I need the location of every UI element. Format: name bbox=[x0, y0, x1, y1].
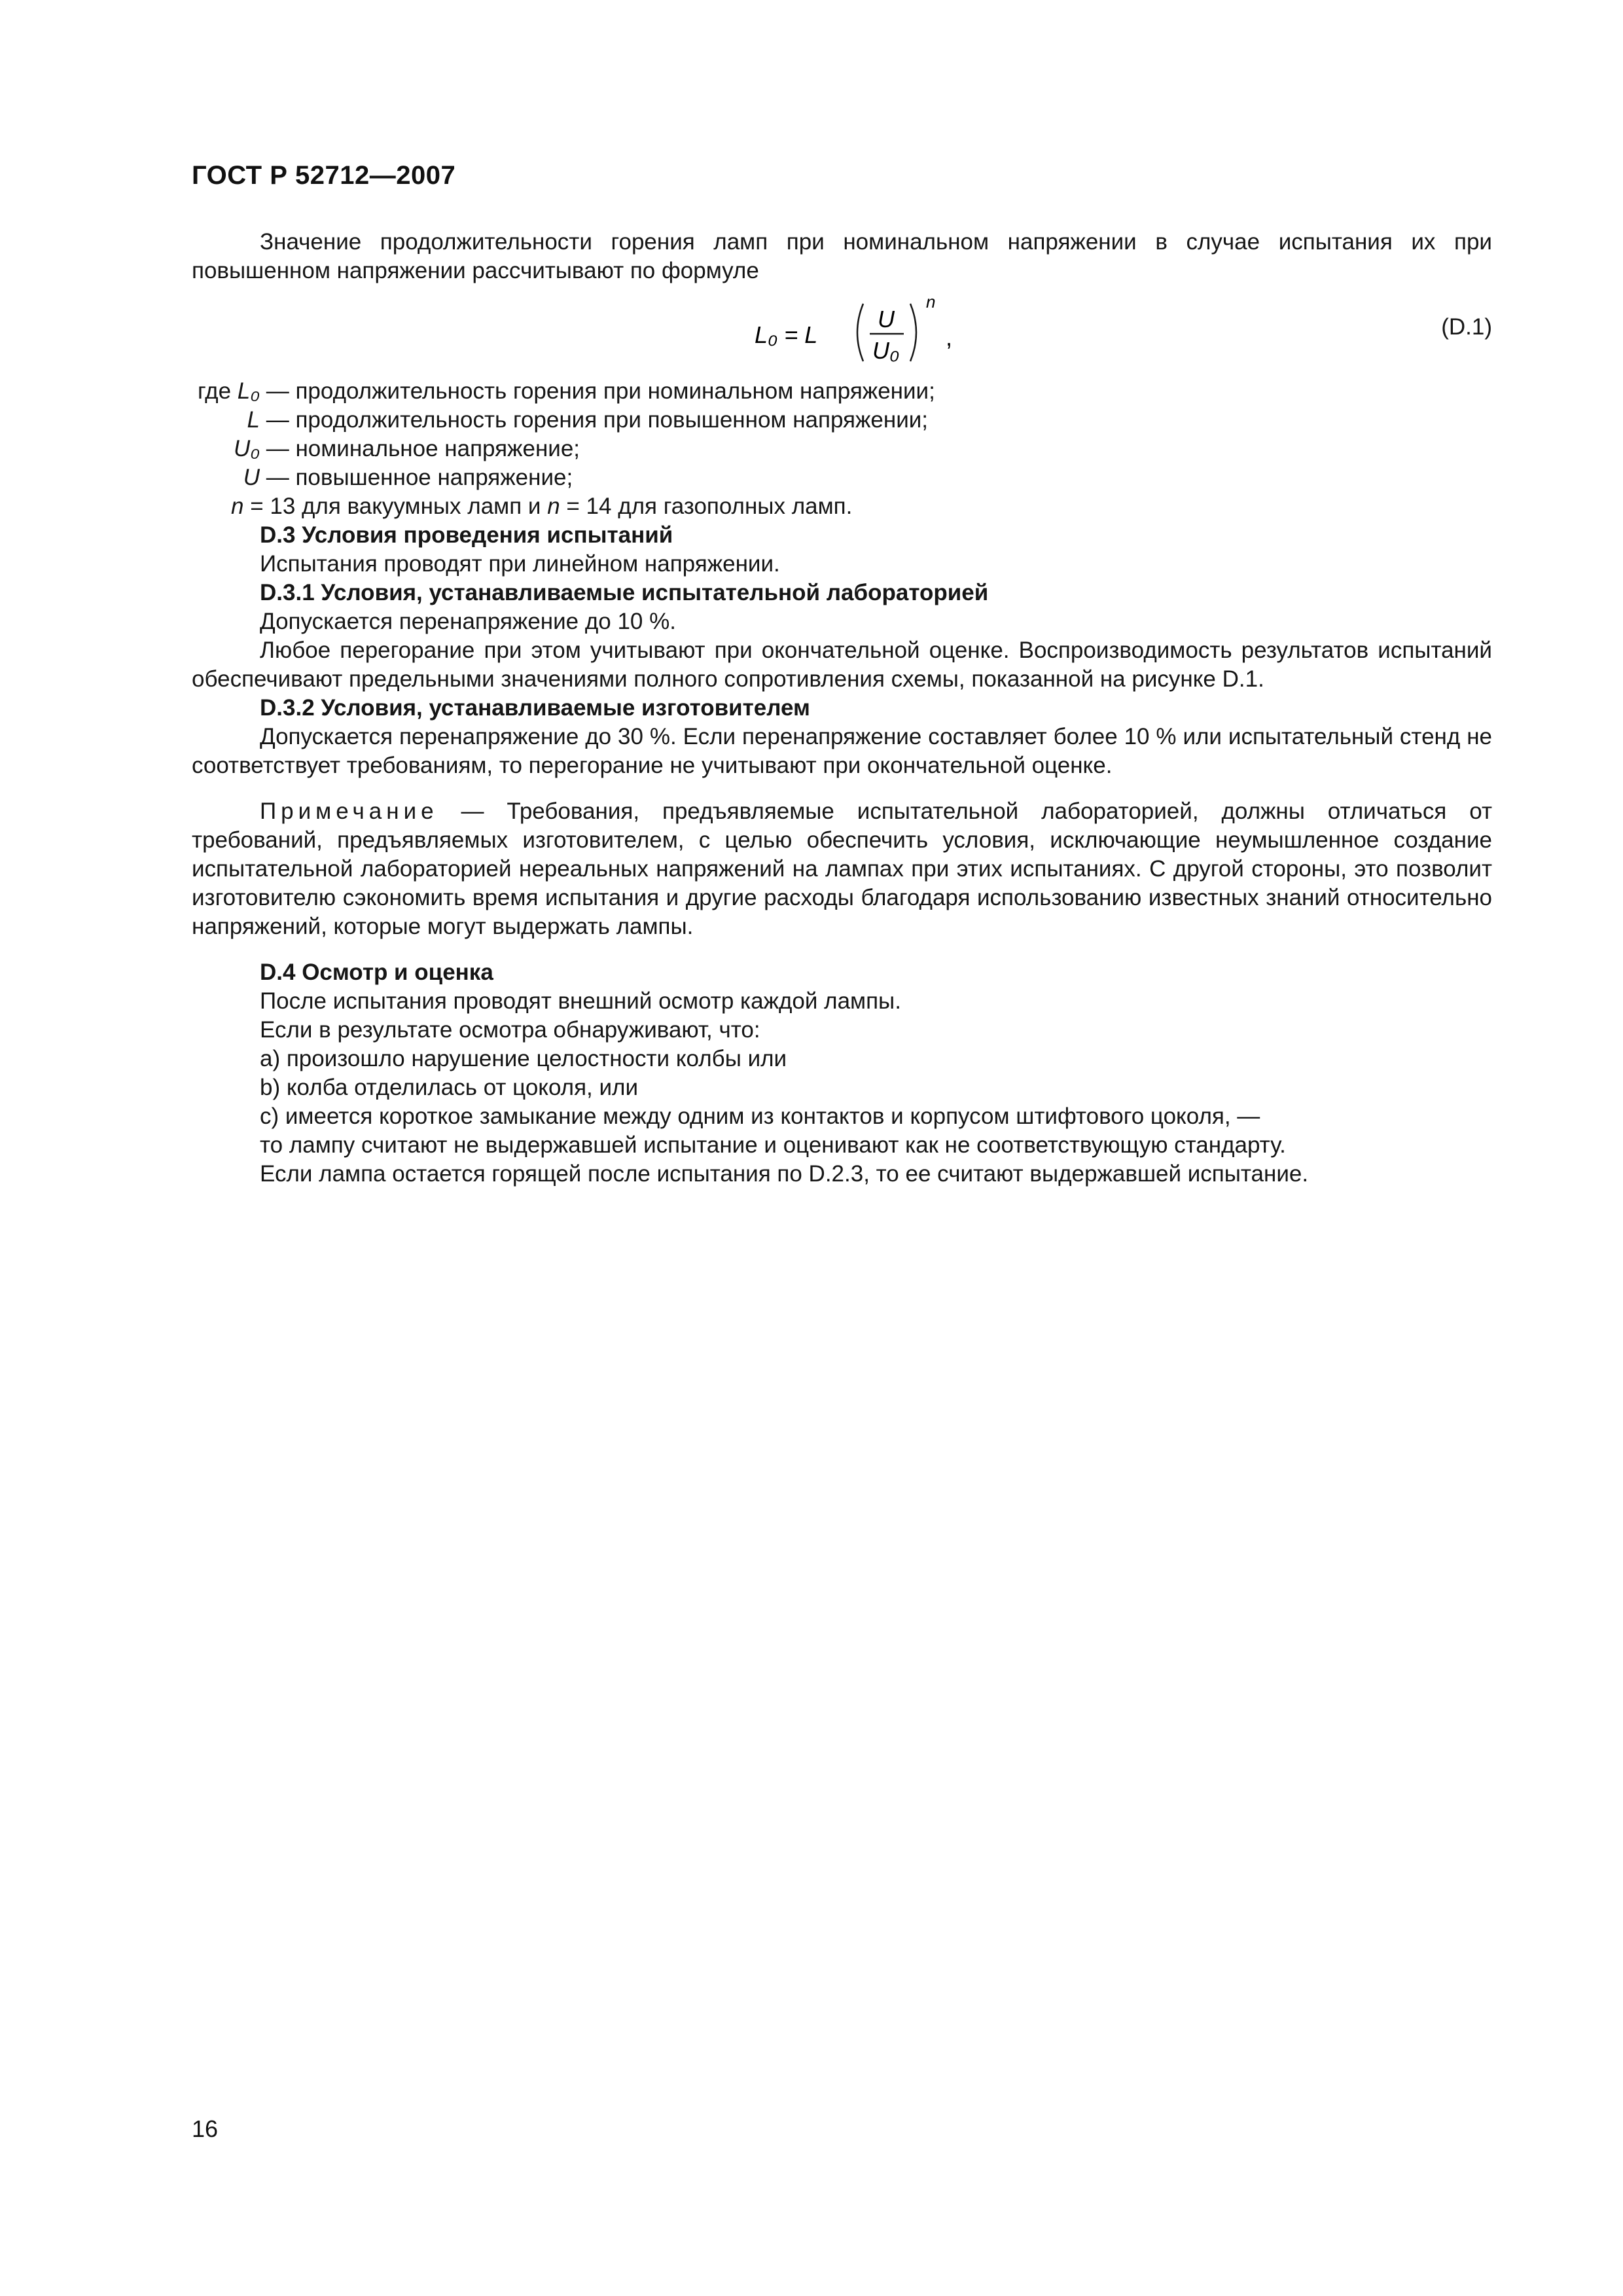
section-d31-p1: Допускается перенапряжение до 10 %. bbox=[260, 609, 676, 634]
definition-item bbox=[192, 406, 1492, 435]
section-d31-p2: Любое перегорание при этом учитывают при окончательной оценке. Воспроизводимость результатов испытаний обеспечивают предельными значениями полного сопротивления схемы, показанной на рисунке D.1. bbox=[192, 637, 1492, 692]
note-text: — Требования, предъявляемые испытательной лабораторией, должны отличаться от требований, предъявляемых изготовителем, с целью обеспечить условия, исключающие неумышленное создание испытательной лабораторией нереальных напряжений на лампах при этих испытаниях. С другой стороны, это позволит изготовителю сэкономить время испытания и другие расходы благодаря использованию известных знаний относительно напряжений, которые могут выдержать лампы. bbox=[192, 798, 1492, 939]
list-item-b: b) колба отделилась от цоколя, или bbox=[260, 1075, 639, 1100]
formula-d1 bbox=[755, 289, 977, 374]
left-paren-icon bbox=[857, 304, 863, 361]
formula-number: (D.1) bbox=[1441, 314, 1492, 340]
formula-block bbox=[192, 289, 1492, 374]
formula-exponent: n bbox=[926, 292, 936, 312]
definition-text: — повышенное напряжение; bbox=[260, 465, 573, 490]
definition-symbol: L bbox=[247, 407, 260, 433]
n-values-line: n = 13 для вакуумных ламп и n = 14 для газополных ламп. bbox=[231, 493, 853, 519]
section-d4-line: После испытания проводят внешний осмотр каждой лампы. bbox=[260, 988, 901, 1014]
formula-comma: , bbox=[946, 324, 953, 351]
page-number: 16 bbox=[192, 2115, 219, 2142]
document-body bbox=[192, 228, 1492, 1189]
list-item-a: a) произошло нарушение целостности колбы или bbox=[260, 1046, 787, 1071]
formula-lhs: L₀ = L bbox=[755, 321, 818, 348]
definitions-list bbox=[192, 377, 1492, 521]
formula-numerator: U bbox=[878, 306, 895, 332]
definition-prefix: где bbox=[197, 378, 238, 404]
definition-item bbox=[192, 435, 1492, 463]
note-label: Примечание bbox=[260, 798, 438, 824]
section-d3-heading: D.3 Условия проведения испытаний bbox=[260, 522, 673, 548]
section-d4-line: то лампу считают не выдержавшей испытание и оценивают как не соответствующую стандарту. bbox=[260, 1132, 1286, 1158]
formula-denominator: U₀ bbox=[872, 337, 900, 364]
list-item-c: c) имеется короткое замыкание между одним из контактов и корпусом штифтового цоколя, — bbox=[260, 1103, 1260, 1129]
intro-paragraph: Значение продолжительности горения ламп при номинальном напряжении в случае испытания их при повышенном напряжении рассчитывают по формуле bbox=[192, 229, 1492, 283]
definition-text: — продолжительность горения при повышенном напряжении; bbox=[260, 407, 929, 433]
section-d4-line: Если в результате осмотра обнаруживают, что: bbox=[260, 1017, 760, 1043]
definition-item bbox=[192, 463, 1492, 492]
definition-symbol: U bbox=[243, 465, 260, 490]
section-d31-heading: D.3.1 Условия, устанавливаемые испытательной лабораторией bbox=[260, 580, 989, 605]
section-d32-p1: Допускается перенапряжение до 30 %. Если перенапряжение составляет более 10 % или испытательный стенд не соответствует требованиям, то перегорание не учитывают при окончательной оценке. bbox=[192, 724, 1492, 778]
document-header: ГОСТ Р 52712—2007 bbox=[192, 161, 456, 190]
definition-symbol: U₀ bbox=[233, 436, 260, 461]
right-paren-icon bbox=[910, 304, 916, 361]
section-d32-heading: D.3.2 Условия, устанавливаемые изготовителем bbox=[260, 695, 810, 721]
definition-text: — номинальное напряжение; bbox=[260, 436, 580, 461]
definition-item bbox=[192, 377, 1492, 406]
note-paragraph bbox=[192, 797, 1492, 941]
definition-text: — продолжительность горения при номинальном напряжении; bbox=[260, 378, 935, 404]
section-d4-line: Если лампа остается горящей после испытания по D.2.3, то ее считают выдержавшей испытание. bbox=[260, 1161, 1309, 1187]
section-d4-heading: D.4 Осмотр и оценка bbox=[260, 960, 493, 985]
section-d3-text: Испытания проводят при линейном напряжении. bbox=[260, 551, 780, 577]
definition-symbol: L₀ bbox=[237, 378, 260, 404]
